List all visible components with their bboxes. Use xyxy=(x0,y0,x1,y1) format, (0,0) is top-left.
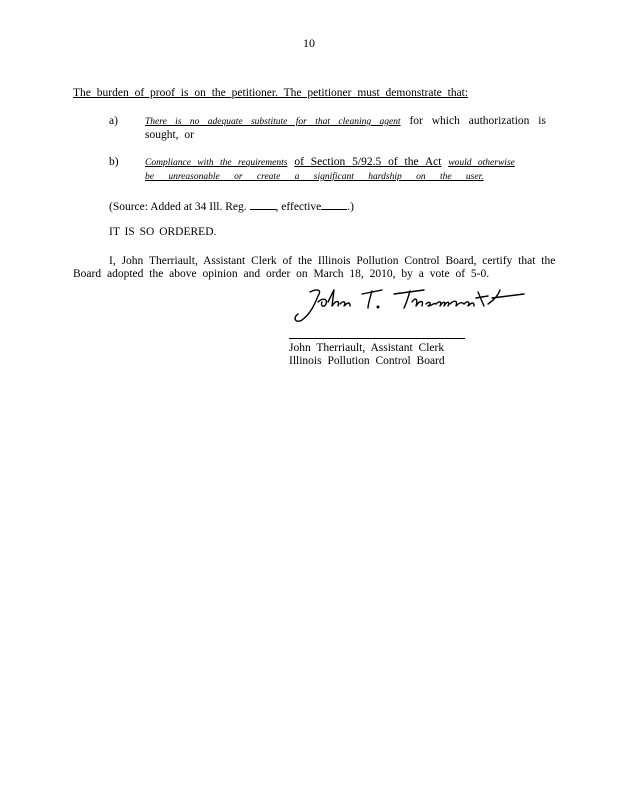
item-b-italic-a: Compliance with the requirements xyxy=(145,158,288,168)
certify-line-2: Board adopted the above opinion and order on March 18, 2010, by a vote of 5-0. xyxy=(73,268,490,280)
signer-organization: Illinois Pollution Control Board xyxy=(289,355,445,367)
page-number: 10 xyxy=(303,36,315,50)
item-a-marker: a) xyxy=(109,115,118,127)
handwritten-signature xyxy=(288,282,528,326)
item-b-line2: be unreasonable or create a significant hardship on the user. xyxy=(145,172,484,182)
item-a-line1 xyxy=(145,115,546,127)
certify-line-1: I, John Therriault, Assistant Clerk of the Illinois Pollution Control Board, certify that the xyxy=(109,255,556,267)
source-suffix: .) xyxy=(347,201,355,213)
item-b-marker: b) xyxy=(109,156,119,168)
ordered-line: IT IS SO ORDERED. xyxy=(109,226,217,238)
source-middle: , effective xyxy=(275,201,322,213)
item-a-line2: sought, or xyxy=(145,129,194,141)
source-blank-1 xyxy=(250,200,276,210)
source-note xyxy=(109,200,354,213)
source-blank-2 xyxy=(321,200,347,210)
source-prefix: (Source: Added at 34 Ill. Reg. xyxy=(109,201,247,213)
signer-name-title: John Therriault, Assistant Clerk xyxy=(289,342,445,354)
item-a-regular-text: for which authorization is xyxy=(409,115,546,127)
item-a-italic-text: There is no adequate substitute for that cleaning agent xyxy=(145,117,401,127)
item-b-italic-b: would otherwise xyxy=(448,158,515,168)
signature-line xyxy=(289,338,465,339)
item-b-regular-text: of Section 5/92.5 of the Act xyxy=(294,156,442,168)
intro-paragraph: The burden of proof is on the petitioner. The petitioner must demonstrate that: xyxy=(73,87,469,99)
item-b-line1 xyxy=(145,156,515,168)
